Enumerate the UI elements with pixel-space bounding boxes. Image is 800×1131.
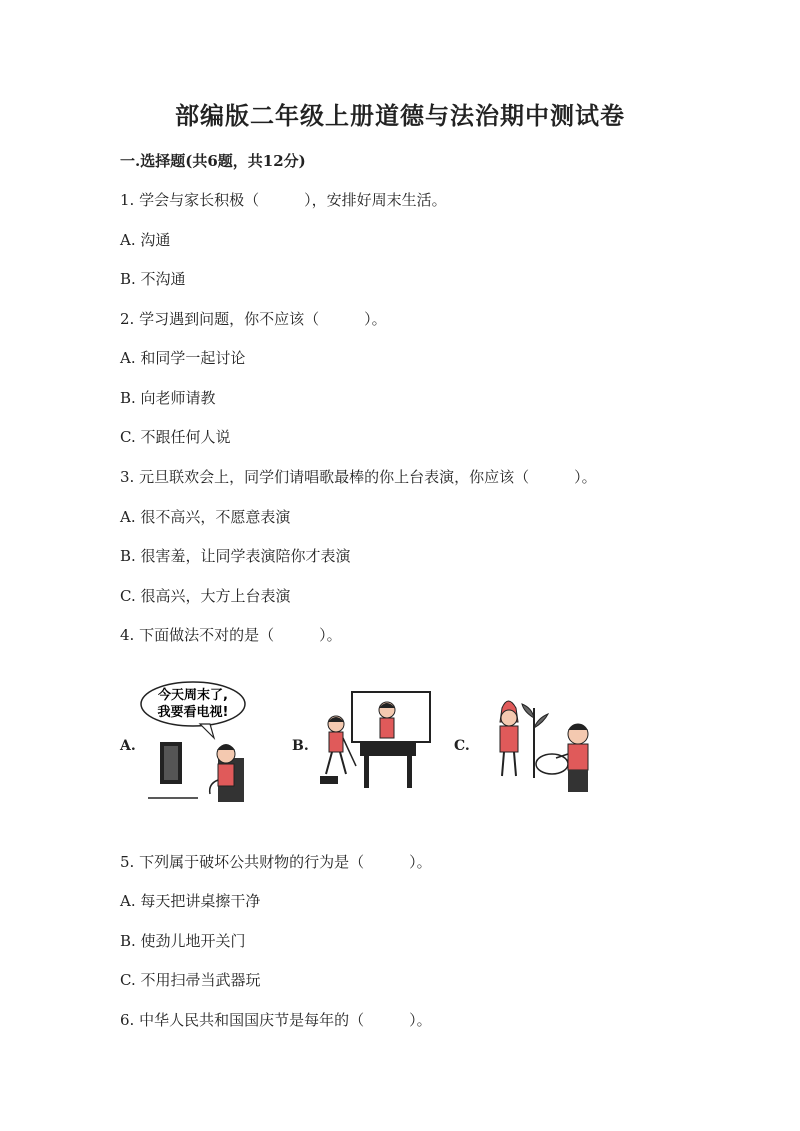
question-1-stem: 1. 学会与家长积极（ ），安排好周末生活。 <box>120 191 447 209</box>
question-5-option-c: C. 不用扫帚当武器玩 <box>120 971 261 989</box>
question-6-stem: 6. 中华人民共和国国庆节是每年的（ ）。 <box>120 1011 432 1029</box>
picture-a-label: A. <box>120 738 136 754</box>
bubble-line-1: 今天周末了, <box>158 688 228 703</box>
cleaning-scene-illustration <box>312 690 432 800</box>
picture-c-watering-plant <box>472 694 602 804</box>
question-4-pictures <box>120 680 620 810</box>
picture-c-label: C. <box>454 738 470 754</box>
picture-b-label: B. <box>292 738 309 754</box>
question-3-option-b: B. 很害羞，让同学表演陪你才表演 <box>120 547 351 565</box>
picture-a-watching-tv <box>138 680 248 805</box>
question-5-stem: 5. 下列属于破坏公共财物的行为是（ ）。 <box>120 853 432 871</box>
question-5-option-a: A. 每天把讲桌擦干净 <box>120 892 261 910</box>
section-heading: 一.选择题(共6题，共12分) <box>120 152 306 170</box>
question-2-option-a: A. 和同学一起讨论 <box>120 349 246 367</box>
planting-scene-illustration <box>472 694 602 804</box>
question-3-stem: 3. 元旦联欢会上，同学们请唱歌最棒的你上台表演，你应该（ ）。 <box>120 468 597 486</box>
question-2-stem: 2. 学习遇到问题，你不应该（ ）。 <box>120 310 387 328</box>
picture-b-cleaning <box>312 690 432 800</box>
question-3-option-a: A. 很不高兴，不愿意表演 <box>120 508 291 526</box>
question-2-option-b: B. 向老师请教 <box>120 389 216 407</box>
page-title: 部编版二年级上册道德与法治期中测试卷 <box>175 101 625 130</box>
question-4-stem: 4. 下面做法不对的是（ ）。 <box>120 626 342 644</box>
question-3-option-c: C. 很高兴，大方上台表演 <box>120 587 291 605</box>
question-2-option-c: C. 不跟任何人说 <box>120 428 231 446</box>
question-1-option-a: A. 沟通 <box>120 231 171 249</box>
tv-scene-illustration <box>138 680 248 805</box>
question-5-option-b: B. 使劲儿地开关门 <box>120 932 246 950</box>
bubble-line-2: 我要看电视! <box>157 705 229 720</box>
question-1-option-b: B. 不沟通 <box>120 270 186 288</box>
